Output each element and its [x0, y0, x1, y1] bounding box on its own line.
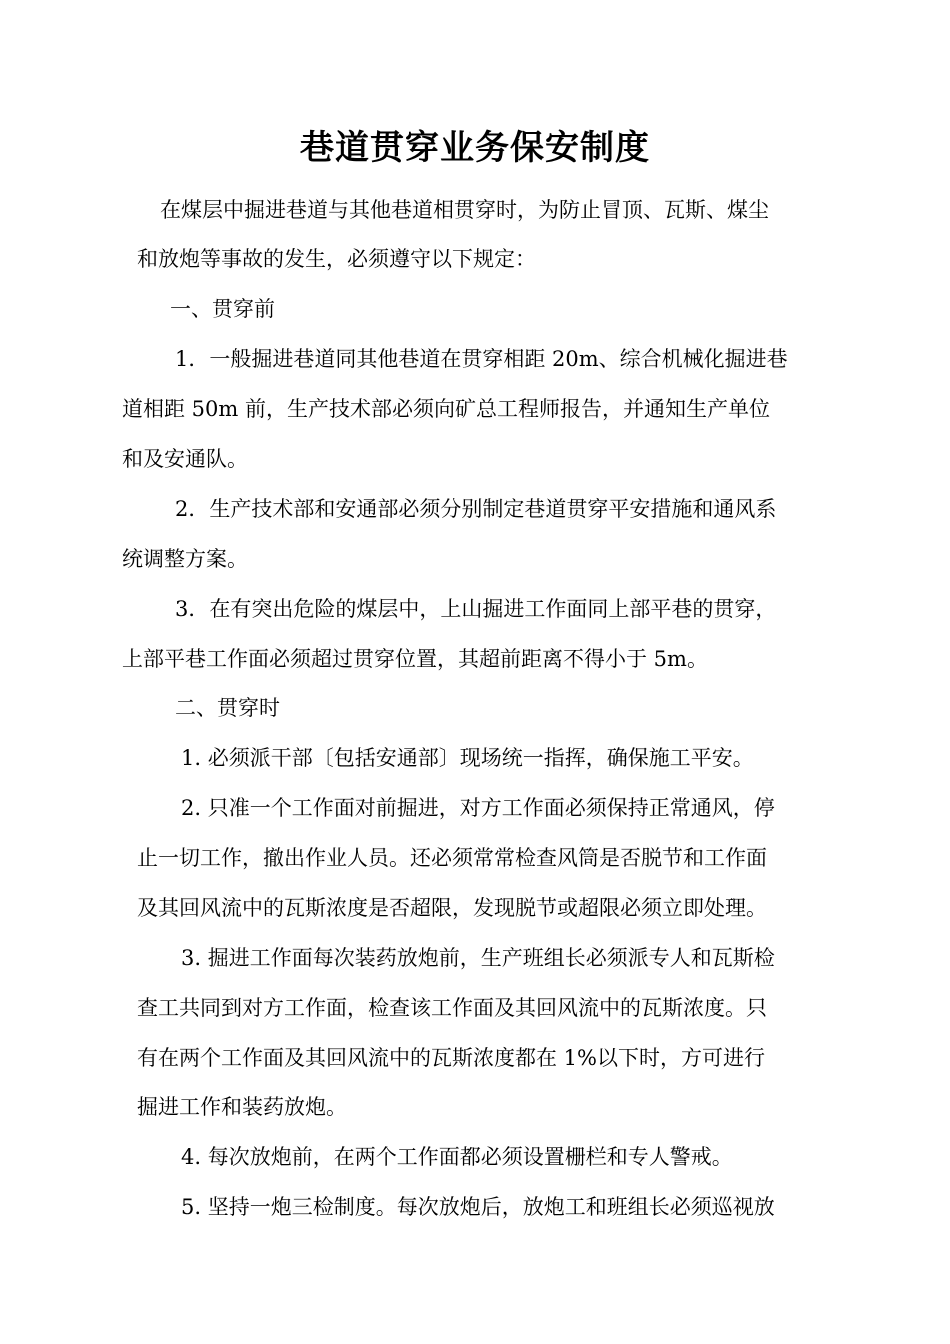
paragraph-line: 及其回风流中的瓦斯浓度是否超限，发现脱节或超限必须立即处理。 [137, 896, 767, 920]
section-heading: 二、贯穿时 [175, 696, 280, 720]
paragraph-line: 和及安通队。 [122, 447, 248, 471]
paragraph-line: 和放炮等事故的发生，必须遵守以下规定： [137, 247, 536, 271]
paragraph-line: 1. 必须派干部〔包括安通部〕现场统一指挥，确保施工平安。 [181, 746, 754, 770]
paragraph-line: 有在两个工作面及其回风流中的瓦斯浓度都在 1%以下时，方可进行 [137, 1046, 765, 1070]
paragraph-line: 止一切工作，撤出作业人员。还必须常常检查风筒是否脱节和工作面 [137, 846, 767, 870]
paragraph-line: 上部平巷工作面必须超过贯穿位置，其超前距离不得小于 5m。 [122, 647, 708, 671]
paragraph-line: 3. 掘进工作面每次装药放炮前，生产班组长必须派专人和瓦斯检 [181, 946, 775, 970]
paragraph-line: 掘进工作和装药放炮。 [137, 1095, 347, 1119]
paragraph-line: 4. 每次放炮前，在两个工作面都必须设置栅栏和专人警戒。 [181, 1145, 733, 1169]
document-title: 巷道贯穿业务保安制度 [300, 128, 650, 168]
paragraph-line: 在煤层中掘进巷道与其他巷道相贯穿时，为防止冒顶、瓦斯、煤尘 [160, 198, 769, 222]
paragraph-line: 查工共同到对方工作面，检查该工作面及其回风流中的瓦斯浓度。只 [137, 996, 767, 1020]
paragraph-line: 统调整方案。 [122, 547, 248, 571]
paragraph-line: 5. 坚持一炮三检制度。每次放炮后，放炮工和班组长必须巡视放 [181, 1195, 775, 1219]
paragraph-line: 2．生产技术部和安通部必须分别制定巷道贯穿平安措施和通风系 [175, 497, 777, 521]
section-heading: 一、贯穿前 [170, 297, 275, 321]
paragraph-line: 3．在有突出危险的煤层中，上山掘进工作面同上部平巷的贯穿， [175, 597, 777, 621]
paragraph-line: 1．一般掘进巷道同其他巷道在贯穿相距 20m、综合机械化掘进巷 [175, 347, 788, 371]
paragraph-line: 2. 只准一个工作面对前掘进，对方工作面必须保持正常通风，停 [181, 796, 775, 820]
paragraph-line: 道相距 50m 前，生产技术部必须向矿总工程师报告，并通知生产单位 [122, 397, 770, 421]
